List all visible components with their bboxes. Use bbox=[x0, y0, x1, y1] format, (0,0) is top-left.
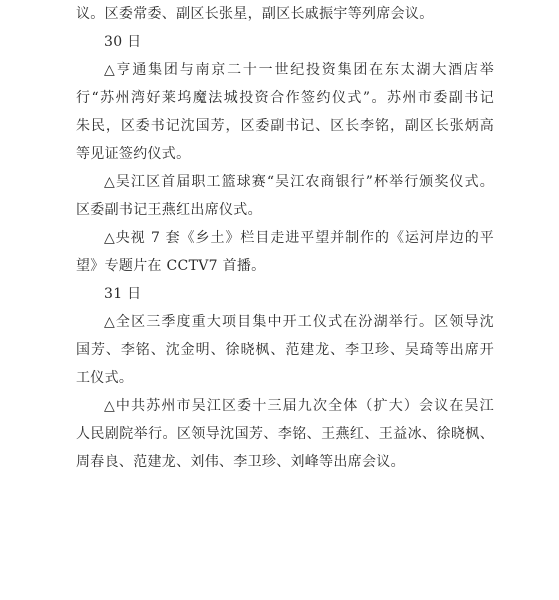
text-line: 等见证签约仪式。 bbox=[76, 146, 191, 162]
text-line: 人民剧院举行。区领导沈国芳、李铭、王燕红、王益冰、徐晓枫、 bbox=[76, 426, 494, 442]
text-line: △中共苏州市吴江区委十三届九次全体（扩大）会议在吴江 bbox=[104, 398, 494, 414]
text-line: 望》专题片在 CCTV7 首播。 bbox=[76, 258, 266, 274]
text-line: △全区三季度重大项目集中开工仪式在汾湖举行。区领导沈 bbox=[104, 314, 494, 330]
text-line: △吴江区首届职工篮球赛“吴江农商银行”杯举行颁奖仪式。 bbox=[104, 174, 494, 190]
text-line: △亨通集团与南京二十一世纪投资集团在东太湖大酒店举 bbox=[104, 62, 494, 78]
text-line: 工仪式。 bbox=[76, 370, 134, 386]
text-line: 周春良、范建龙、刘伟、李卫珍、刘峰等出席会议。 bbox=[76, 454, 405, 470]
text-line: 行“苏州湾好莱坞魔法城投资合作签约仪式”。苏州市委副书记 bbox=[76, 90, 494, 106]
document-body bbox=[76, 0, 494, 476]
text-line: 朱民，区委书记沈国芳，区委副书记、区长李铭，副区长张炳高 bbox=[76, 118, 494, 134]
text-line: 区委副书记王燕红出席仪式。 bbox=[76, 202, 262, 218]
text-line: 国芳、李铭、沈金明、徐晓枫、范建龙、李卫珍、吴琦等出席开 bbox=[76, 342, 494, 358]
text-line: 议。区委常委、副区长张星，副区长戚振宇等列席会议。 bbox=[76, 6, 434, 22]
text-line: △央视 7 套《乡土》栏目走进平望并制作的《运河岸边的平 bbox=[104, 230, 494, 246]
date-heading: 30 日 bbox=[104, 34, 142, 50]
date-heading: 31 日 bbox=[104, 286, 142, 302]
